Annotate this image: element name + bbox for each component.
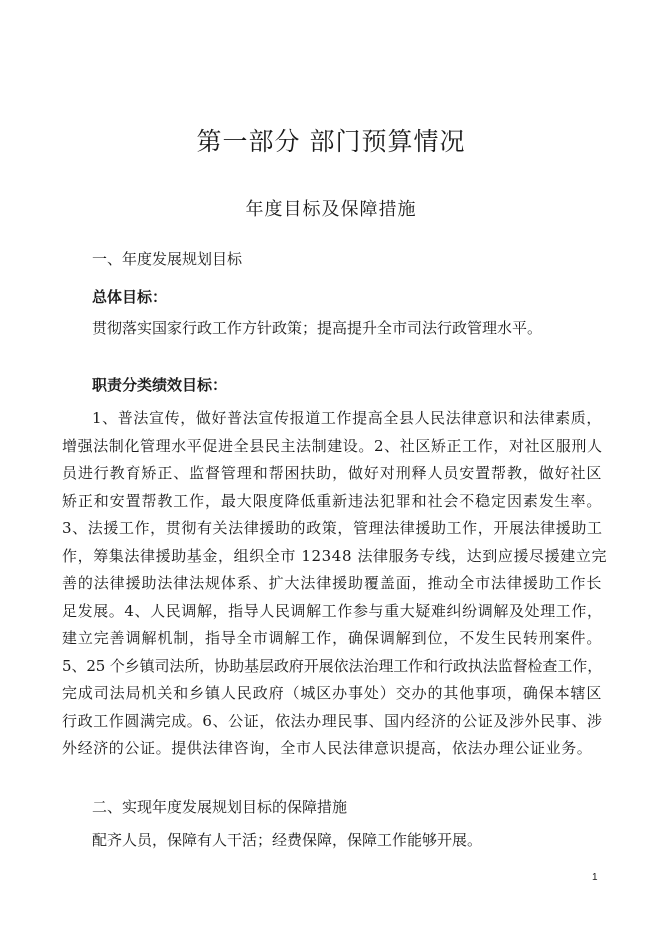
overall-goal-label: 总体目标： — [92, 288, 168, 306]
body-line: 作，筹集法律援助基金，组织全市 12348 法律服务专线，达到应援尽援建立完 — [62, 546, 608, 565]
body-line: 增强法制化管理水平促进全县民主法制建设。2、社区矫正工作，对社区服刑人 — [62, 436, 603, 455]
section1-heading: 一、年度发展规划目标 — [92, 250, 243, 268]
body-line: 员进行教育矫正、监督管理和帮困扶助，做好对刑释人员安置帮教，做好社区 — [62, 464, 602, 482]
duty-goal-body — [62, 405, 608, 763]
body-line: 建立完善调解机制，指导全市调解工作，确保调解到位，不发生民转刑案件。 — [62, 629, 602, 647]
body-line: 足发展。4、人民调解，指导人民调解工作参与重大疑难纠纷调解及处理工作， — [62, 601, 603, 620]
page-title: 第一部分 部门预算情况 — [196, 127, 466, 156]
body-line: 外经济的公证。提供法律咨询，全市人民法律意识提高，依法办理公证业务。 — [62, 739, 593, 757]
page-number: 1 — [592, 872, 598, 883]
section2-text: 配齐人员，保障有人干活；经费保障，保障工作能够开展。 — [92, 831, 483, 849]
body-line: 矫正和安置帮教工作，最大限度降低重新违法犯罪和社会不稳定因素发生率。 — [62, 491, 602, 510]
body-line: 善的法律援助法律法规体系、扩大法律援助覆盖面，推动全市法律援助工作长 — [62, 574, 602, 592]
body-line: 5、25 个乡镇司法所，协助基层政府开展依法治理工作和行政执法监督检查工作， — [62, 656, 602, 675]
page-subtitle: 年度目标及保障措施 — [245, 199, 417, 220]
duty-goal-label: 职责分类绩效目标： — [92, 376, 228, 394]
overall-goal-text: 贯彻落实国家行政工作方针政策；提高提升全市司法行政管理水平。 — [92, 319, 543, 337]
body-line: 完成司法局机关和乡镇人民政府（城区办事处）交办的其他事项，确保本辖区 — [62, 684, 602, 702]
body-line: 1、普法宣传，做好普法宣传报道工作提高全县人民法律意识和法律素质， — [92, 409, 602, 427]
body-line: 3、法援工作，贯彻有关法律援助的政策，管理法律援助工作，开展法律援助工 — [62, 519, 603, 537]
section2-heading: 二、实现年度发展规划目标的保障措施 — [92, 798, 348, 816]
body-line: 行政工作圆满完成。6、公证，依法办理民事、国内经济的公证及涉外民事、涉 — [62, 711, 603, 730]
